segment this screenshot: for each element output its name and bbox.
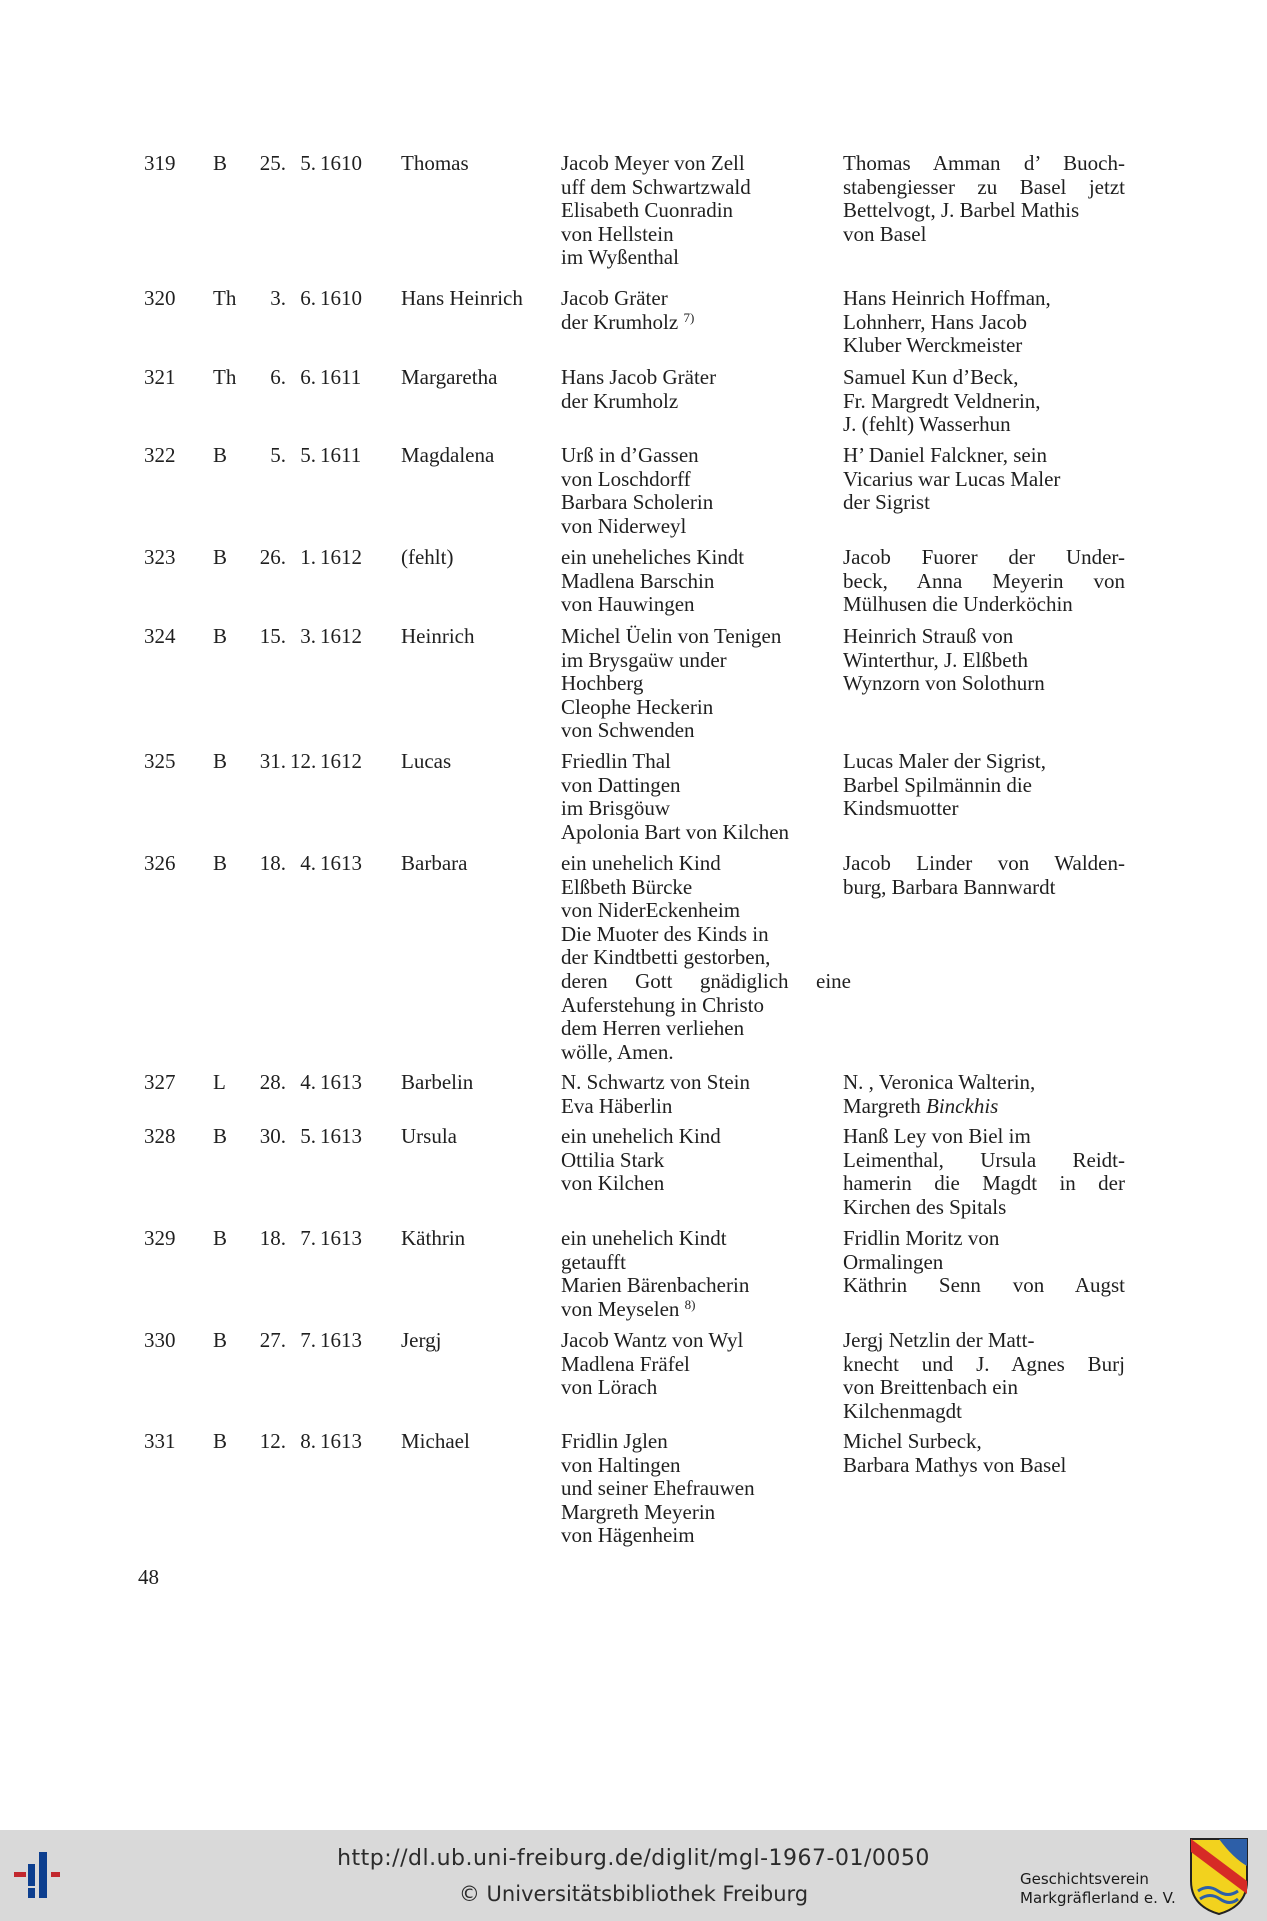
parents-line: von Hellstein bbox=[561, 221, 674, 246]
parents-line: im Brysgaüw under bbox=[561, 647, 727, 672]
parents-line: Elisabeth Cuonradin bbox=[561, 198, 734, 223]
entry-type: Th bbox=[213, 286, 237, 310]
entry-year: 1613 bbox=[320, 1226, 362, 1250]
godparents-line: Jacob Fuorer der Under- bbox=[843, 545, 1125, 569]
entry-type: B bbox=[213, 443, 228, 467]
entry-number: 321 bbox=[144, 365, 176, 389]
entry-month: 4. bbox=[300, 851, 316, 875]
godparents-line: von Breittenbach ein bbox=[843, 1375, 1018, 1400]
godparents-cell bbox=[843, 1227, 1128, 1298]
parents-line: im Brisgöuw bbox=[561, 796, 671, 821]
parents-line: deren Gott gnädiglich eine bbox=[561, 968, 851, 993]
godparents-line: Leimenthal, Ursula Reidt- bbox=[843, 1147, 1125, 1172]
viewer-footer bbox=[0, 1830, 1267, 1921]
godparents-cell bbox=[843, 1071, 1128, 1118]
godparents-line: Vicarius war Lucas Maler bbox=[843, 466, 1061, 491]
entry-day: 28. bbox=[259, 1070, 286, 1094]
footnote-ref: 8) bbox=[684, 1296, 696, 1312]
entry-number: 323 bbox=[144, 545, 176, 569]
parents-line: N. Schwartz von Stein bbox=[561, 1070, 750, 1094]
godparents-line: Winterthur, J. Elßbeth bbox=[843, 647, 1028, 672]
parents-line: im Wyßenthal bbox=[561, 245, 679, 270]
parents-line: der Kindtbetti gestorben, bbox=[561, 945, 771, 970]
entry-year: 1612 bbox=[320, 749, 362, 773]
parents-line: Ottilia Stark bbox=[561, 1147, 665, 1172]
footnote-ref: 7) bbox=[683, 309, 695, 325]
child-name: (fehlt) bbox=[401, 545, 454, 569]
godparents-line: Barbara Mathys von Basel bbox=[843, 1452, 1067, 1477]
godparents-cell bbox=[843, 750, 1128, 821]
godparents-line: Kluber Werckmeister bbox=[843, 333, 1023, 358]
child-name: Thomas bbox=[401, 151, 469, 175]
parents-line: Fridlin Jglen bbox=[561, 1429, 668, 1453]
entry-month: 6. bbox=[300, 286, 316, 310]
parents-line: von Hägenheim bbox=[561, 1523, 695, 1548]
parents-line: Auferstehung in Christo bbox=[561, 992, 764, 1017]
godparents-cell bbox=[843, 1430, 1128, 1477]
godparents-line: Margreth Binckhis bbox=[843, 1093, 999, 1118]
entry-number: 328 bbox=[144, 1124, 176, 1148]
entry-type: B bbox=[213, 1429, 228, 1453]
crest-icon bbox=[1188, 1836, 1250, 1916]
child-name: Heinrich bbox=[401, 624, 475, 648]
entry-month: 4. bbox=[300, 1070, 316, 1094]
entry-day: 15. bbox=[259, 624, 286, 648]
child-name: Hans Heinrich bbox=[401, 286, 523, 310]
entry-type: B bbox=[213, 1226, 228, 1250]
child-name: Ursula bbox=[401, 1124, 457, 1148]
godparents-line: Samuel Kun d’Beck, bbox=[843, 365, 1019, 389]
godparents-line: Kirchen des Spitals bbox=[843, 1194, 1007, 1219]
entry-month: 8. bbox=[300, 1429, 316, 1453]
entry-year: 1611 bbox=[320, 365, 362, 389]
parents-line: Hochberg bbox=[561, 671, 644, 696]
godparents-line: Michel Surbeck, bbox=[843, 1429, 982, 1453]
entry-month: 5. bbox=[300, 151, 316, 175]
entry-type: B bbox=[213, 851, 228, 875]
parents-cell bbox=[561, 1125, 851, 1196]
parents-line: ein unehelich Kind bbox=[561, 851, 721, 875]
godparents-cell bbox=[843, 444, 1128, 515]
parents-cell bbox=[561, 444, 851, 538]
godparents-cell bbox=[843, 1329, 1128, 1423]
parents-line: Die Muoter des Kinds in bbox=[561, 921, 769, 946]
parents-line: von NiderEckenheim bbox=[561, 898, 741, 923]
entry-day: 31. bbox=[259, 749, 286, 773]
entry-month: 12. bbox=[290, 749, 317, 773]
entry-day: 30. bbox=[259, 1124, 286, 1148]
godparents-cell bbox=[843, 152, 1128, 246]
entry-day: 3. bbox=[270, 286, 286, 310]
entry-year: 1611 bbox=[320, 443, 362, 467]
parents-line: der Krumholz $^{7)}$ bbox=[561, 309, 695, 334]
parents-line: von Kilchen bbox=[561, 1171, 665, 1196]
godparents-line: Mülhusen die Underköchin bbox=[843, 592, 1073, 617]
godparents-line: H’ Daniel Falckner, sein bbox=[843, 443, 1048, 467]
godparents-line: Bettelvogt, J. Barbel Mathis bbox=[843, 198, 1080, 223]
entry-type: B bbox=[213, 624, 228, 648]
parents-line: ein unehelich Kind bbox=[561, 1124, 721, 1148]
entry-year: 1613 bbox=[320, 1328, 362, 1352]
child-name: Lucas bbox=[401, 749, 452, 773]
parents-cell bbox=[561, 852, 851, 1064]
entry-type: B bbox=[213, 545, 228, 569]
entry-type: B bbox=[213, 1328, 228, 1352]
godparents-line: Fridlin Moritz von bbox=[843, 1226, 1000, 1250]
parents-line: von Hauwingen bbox=[561, 592, 695, 617]
child-name: Barbelin bbox=[401, 1070, 474, 1094]
entry-year: 1613 bbox=[320, 1429, 362, 1453]
godparents-line: der Sigrist bbox=[843, 490, 930, 515]
entry-day: 18. bbox=[259, 851, 286, 875]
entry-month: 6. bbox=[300, 365, 316, 389]
entry-year: 1613 bbox=[320, 851, 362, 875]
parents-line: dem Herren verliehen bbox=[561, 1016, 745, 1041]
entry-month: 7. bbox=[300, 1226, 316, 1250]
godparents-line: Wynzorn von Solothurn bbox=[843, 671, 1045, 696]
entry-type: B bbox=[213, 749, 228, 773]
entry-year: 1613 bbox=[320, 1124, 362, 1148]
parents-line: Jacob Meyer von Zell bbox=[561, 151, 745, 175]
parents-line: Eva Häberlin bbox=[561, 1093, 673, 1118]
entry-year: 1610 bbox=[320, 286, 362, 310]
godparents-line: Barbel Spilmännin die bbox=[843, 772, 1032, 797]
parents-line: von Dattingen bbox=[561, 772, 681, 797]
godparents-line: Lohnherr, Hans Jacob bbox=[843, 309, 1028, 334]
parents-line: uff dem Schwartzwald bbox=[561, 174, 751, 199]
parents-line: Jacob Wantz von Wyl bbox=[561, 1328, 744, 1352]
child-name: Käthrin bbox=[401, 1226, 466, 1250]
godparents-cell bbox=[843, 852, 1128, 899]
godparents-line: Hans Heinrich Hoffman, bbox=[843, 286, 1051, 310]
entry-number: 319 bbox=[144, 151, 176, 175]
godparents-line: Thomas Amman d’ Buoch- bbox=[843, 151, 1125, 175]
godparents-line: J. (fehlt) Wasserhun bbox=[843, 412, 1011, 437]
godparents-cell bbox=[843, 1125, 1128, 1219]
entry-month: 3. bbox=[300, 624, 316, 648]
entry-day: 27. bbox=[259, 1328, 286, 1352]
child-name: Magdalena bbox=[401, 443, 495, 467]
parents-cell bbox=[561, 1329, 851, 1400]
parents-line: Cleophe Heckerin bbox=[561, 694, 714, 719]
parents-line: von Meyselen $^{8)}$ bbox=[561, 1296, 696, 1321]
entry-day: 25. bbox=[259, 151, 286, 175]
entry-month: 7. bbox=[300, 1328, 316, 1352]
parents-line: von Lörach bbox=[561, 1375, 658, 1400]
entry-month: 1. bbox=[300, 545, 316, 569]
entry-day: 18. bbox=[259, 1226, 286, 1250]
godparents-line: burg, Barbara Bannwardt bbox=[843, 874, 1056, 899]
child-name: Jergj bbox=[401, 1328, 442, 1352]
parents-cell bbox=[561, 287, 851, 334]
godparents-line: Ormalingen bbox=[843, 1249, 944, 1274]
entry-day: 6. bbox=[270, 365, 286, 389]
godparents-line: stabengiesser zu Basel jetzt bbox=[843, 174, 1125, 199]
parents-line: ein unehelich Kindt bbox=[561, 1226, 727, 1250]
entry-year: 1613 bbox=[320, 1070, 362, 1094]
entry-year: 1612 bbox=[320, 624, 362, 648]
godparents-line: Jergj Netzlin der Matt- bbox=[843, 1328, 1035, 1352]
entry-type: Th bbox=[213, 365, 237, 389]
godparents-cell bbox=[843, 625, 1128, 696]
copyright-notice: © Universitätsbibliothek Freiburg bbox=[458, 1882, 809, 1906]
entry-number: 329 bbox=[144, 1226, 176, 1250]
society-name-line-1: Geschichtsverein bbox=[1020, 1870, 1149, 1888]
page-number: 48 bbox=[138, 1565, 159, 1589]
child-name: Margaretha bbox=[401, 365, 498, 389]
godparents-line: Jacob Linder von Walden- bbox=[843, 851, 1125, 875]
godparents-cell bbox=[843, 366, 1128, 437]
parents-line: getaufft bbox=[561, 1249, 626, 1274]
parents-line: von Loschdorff bbox=[561, 466, 691, 491]
entry-number: 327 bbox=[144, 1070, 176, 1094]
godparents-line: Kilchenmagdt bbox=[843, 1398, 962, 1423]
entry-day: 5. bbox=[270, 443, 286, 467]
entry-number: 326 bbox=[144, 851, 176, 875]
parents-line: Friedlin Thal bbox=[561, 749, 671, 773]
godparents-line: von Basel bbox=[843, 221, 927, 246]
godparents-cell bbox=[843, 546, 1128, 617]
parents-line: Apolonia Bart von Kilchen bbox=[561, 819, 790, 844]
godparents-line: N. , Veronica Walterin, bbox=[843, 1070, 1036, 1094]
parents-cell bbox=[561, 546, 851, 617]
entry-day: 12. bbox=[259, 1429, 286, 1453]
parents-line: wölle, Amen. bbox=[561, 1039, 674, 1064]
parents-line: Marien Bärenbacherin bbox=[561, 1273, 750, 1298]
godparents-cell bbox=[843, 287, 1128, 358]
entry-year: 1610 bbox=[320, 151, 362, 175]
parents-cell bbox=[561, 1430, 851, 1548]
parents-line: Barbara Scholerin bbox=[561, 490, 714, 515]
parents-cell bbox=[561, 1227, 851, 1321]
parents-line: Urß in d’Gassen bbox=[561, 443, 699, 467]
entry-number: 331 bbox=[144, 1429, 176, 1453]
entry-day: 26. bbox=[259, 545, 286, 569]
italic-name: Binckhis bbox=[926, 1093, 999, 1118]
parents-line: Madlena Barschin bbox=[561, 568, 715, 593]
document-url[interactable]: http://dl.ub.uni-freiburg.de/diglit/mgl-1967-01/0050 bbox=[337, 1846, 930, 1871]
godparents-line: hamerin die Magdt in der bbox=[843, 1171, 1125, 1196]
parents-line: Margreth Meyerin bbox=[561, 1499, 716, 1524]
society-name bbox=[1020, 1870, 1176, 1908]
godparents-line: beck, Anna Meyerin von bbox=[843, 568, 1125, 593]
entry-number: 330 bbox=[144, 1328, 176, 1352]
parents-cell bbox=[561, 152, 851, 270]
society-name-line-2: Markgräflerland e. V. bbox=[1020, 1889, 1176, 1907]
parents-cell bbox=[561, 1071, 851, 1118]
godparents-line: Fr. Margredt Veldnerin, bbox=[843, 388, 1041, 413]
entry-month: 5. bbox=[300, 1124, 316, 1148]
parents-line: von Niderweyl bbox=[561, 513, 687, 538]
entry-type: B bbox=[213, 1124, 228, 1148]
entry-number: 320 bbox=[144, 286, 176, 310]
parents-line: und seiner Ehefrauwen bbox=[561, 1476, 755, 1501]
godparents-line: Kindsmuotter bbox=[843, 796, 959, 821]
parents-cell bbox=[561, 750, 851, 844]
parents-line: Madlena Fräfel bbox=[561, 1351, 690, 1376]
entry-number: 325 bbox=[144, 749, 176, 773]
entry-type: L bbox=[213, 1070, 226, 1094]
child-name: Michael bbox=[401, 1429, 470, 1453]
child-name: Barbara bbox=[401, 851, 468, 875]
entry-number: 322 bbox=[144, 443, 176, 467]
godparents-line: Lucas Maler der Sigrist, bbox=[843, 749, 1046, 773]
parents-line: Hans Jacob Gräter bbox=[561, 365, 717, 389]
parents-line: von Schwenden bbox=[561, 718, 695, 743]
parents-line: Elßbeth Bürcke bbox=[561, 874, 693, 899]
entry-number: 324 bbox=[144, 624, 176, 648]
parents-cell bbox=[561, 625, 851, 743]
parents-cell bbox=[561, 366, 851, 413]
godparents-line: Hanß Ley von Biel im bbox=[843, 1124, 1031, 1148]
godparents-line: Heinrich Strauß von bbox=[843, 624, 1014, 648]
parents-line: Jacob Gräter bbox=[561, 286, 668, 310]
parents-line: ein uneheliches Kindt bbox=[561, 545, 745, 569]
entry-month: 5. bbox=[300, 443, 316, 467]
parents-line: von Haltingen bbox=[561, 1452, 681, 1477]
entry-year: 1612 bbox=[320, 545, 362, 569]
godparents-line: knecht und J. Agnes Burj bbox=[843, 1351, 1125, 1376]
parents-line: Michel Üelin von Tenigen bbox=[561, 624, 782, 648]
parents-line: der Krumholz bbox=[561, 388, 679, 413]
godparents-line: Käthrin Senn von Augst bbox=[843, 1273, 1125, 1298]
entry-type: B bbox=[213, 151, 228, 175]
